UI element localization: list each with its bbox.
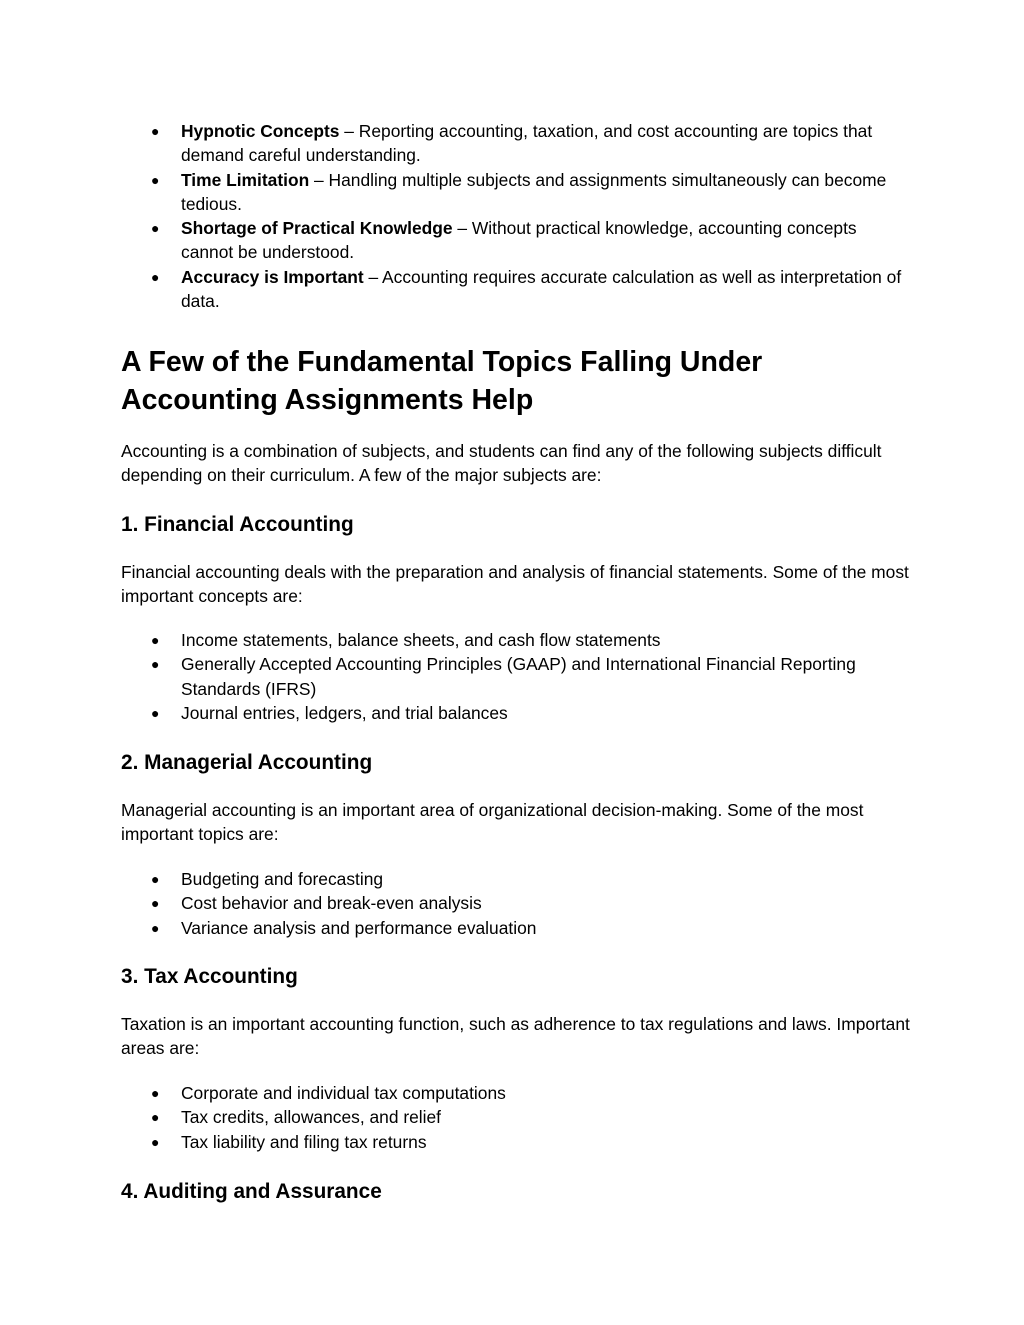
bullet-icon: ● [151, 1133, 160, 1150]
list-item-text: Corporate and individual tax computations [181, 1083, 506, 1103]
section-paragraph: Managerial accounting is an important area of organizational decision-making. Some of the most important topics are: [121, 800, 864, 845]
list-item [121, 701, 911, 725]
section-heading: 3. Tax Accounting [121, 965, 298, 988]
list-item [121, 867, 911, 891]
list-item [121, 628, 911, 652]
section-heading: 2. Managerial Accounting [121, 751, 373, 774]
bullet-icon: ● [151, 123, 160, 139]
section-paragraph: Financial accounting deals with the preparation and analysis of financial statements. Some of the most important concepts are: [121, 562, 909, 607]
bullet-icon: ● [151, 171, 160, 188]
section-list [121, 867, 911, 940]
intro-paragraph: Accounting is a combination of subjects, and students can find any of the following subjects difficult depending on their curriculum. A few of the major subjects are: [121, 441, 882, 486]
challenge-term: Hypnotic Concepts [181, 121, 340, 141]
list-item-text: Journal entries, ledgers, and trial balances [181, 702, 508, 723]
list-item-text: Cost behavior and break-even analysis [181, 893, 482, 914]
list-item-text: Generally Accepted Accounting Principles (GAAP) and International Financial Reporting Standards (IFRS) [181, 654, 856, 699]
challenge-term: Time Limitation [181, 169, 310, 190]
list-item-text: Variance analysis and performance evaluation [181, 917, 537, 938]
challenge-desc: – Reporting accounting, taxation, and cost accounting are topics that demand careful understanding. [181, 121, 873, 166]
list-item [121, 168, 911, 217]
list-item [121, 916, 911, 940]
bullet-icon: ● [151, 268, 160, 285]
list-item [121, 265, 911, 314]
list-item [121, 652, 911, 701]
challenge-desc: – Accounting requires accurate calculation as well as interpretation of data. [181, 266, 902, 312]
bullet-icon: ● [151, 632, 160, 648]
section-paragraph: Taxation is an important accounting function, such as adherence to tax regulations and laws. Important areas are: [121, 1014, 910, 1059]
challenge-term: Shortage of Practical Knowledge [181, 218, 453, 239]
list-item [121, 1105, 911, 1129]
list-item [121, 1081, 911, 1105]
bullet-icon: ● [151, 1109, 160, 1126]
challenges-list [121, 119, 911, 313]
list-item-text: Tax credits, allowances, and relief [181, 1107, 442, 1128]
bullet-icon: ● [151, 871, 160, 887]
list-item [121, 891, 911, 915]
bullet-icon: ● [151, 704, 160, 721]
main-heading: A Few of the Fundamental Topics Falling Under Accounting Assignments Help [121, 346, 763, 416]
bullet-icon: ● [151, 656, 160, 673]
section-list [121, 1081, 911, 1154]
list-item-text: Tax liability and filing tax returns [181, 1131, 427, 1152]
section-heading: 4. Auditing and Assurance [121, 1180, 382, 1203]
list-item-text: Income statements, balance sheets, and cash flow statements [181, 630, 661, 650]
section-list [121, 628, 911, 725]
bullet-icon: ● [151, 895, 160, 912]
challenge-desc: – Without practical knowledge, accounting concepts cannot be understood. [181, 218, 857, 263]
list-item [121, 1130, 911, 1154]
list-item [121, 119, 911, 168]
challenge-desc: – Handling multiple subjects and assignments simultaneously can become tedious. [181, 169, 887, 214]
list-item [121, 216, 911, 265]
section-heading: 1. Financial Accounting [121, 513, 354, 536]
bullet-icon: ● [151, 220, 160, 237]
bullet-icon: ● [151, 919, 160, 936]
bullet-icon: ● [151, 1085, 160, 1101]
challenge-term: Accuracy is Important [181, 266, 364, 287]
list-item-text: Budgeting and forecasting [181, 869, 384, 889]
